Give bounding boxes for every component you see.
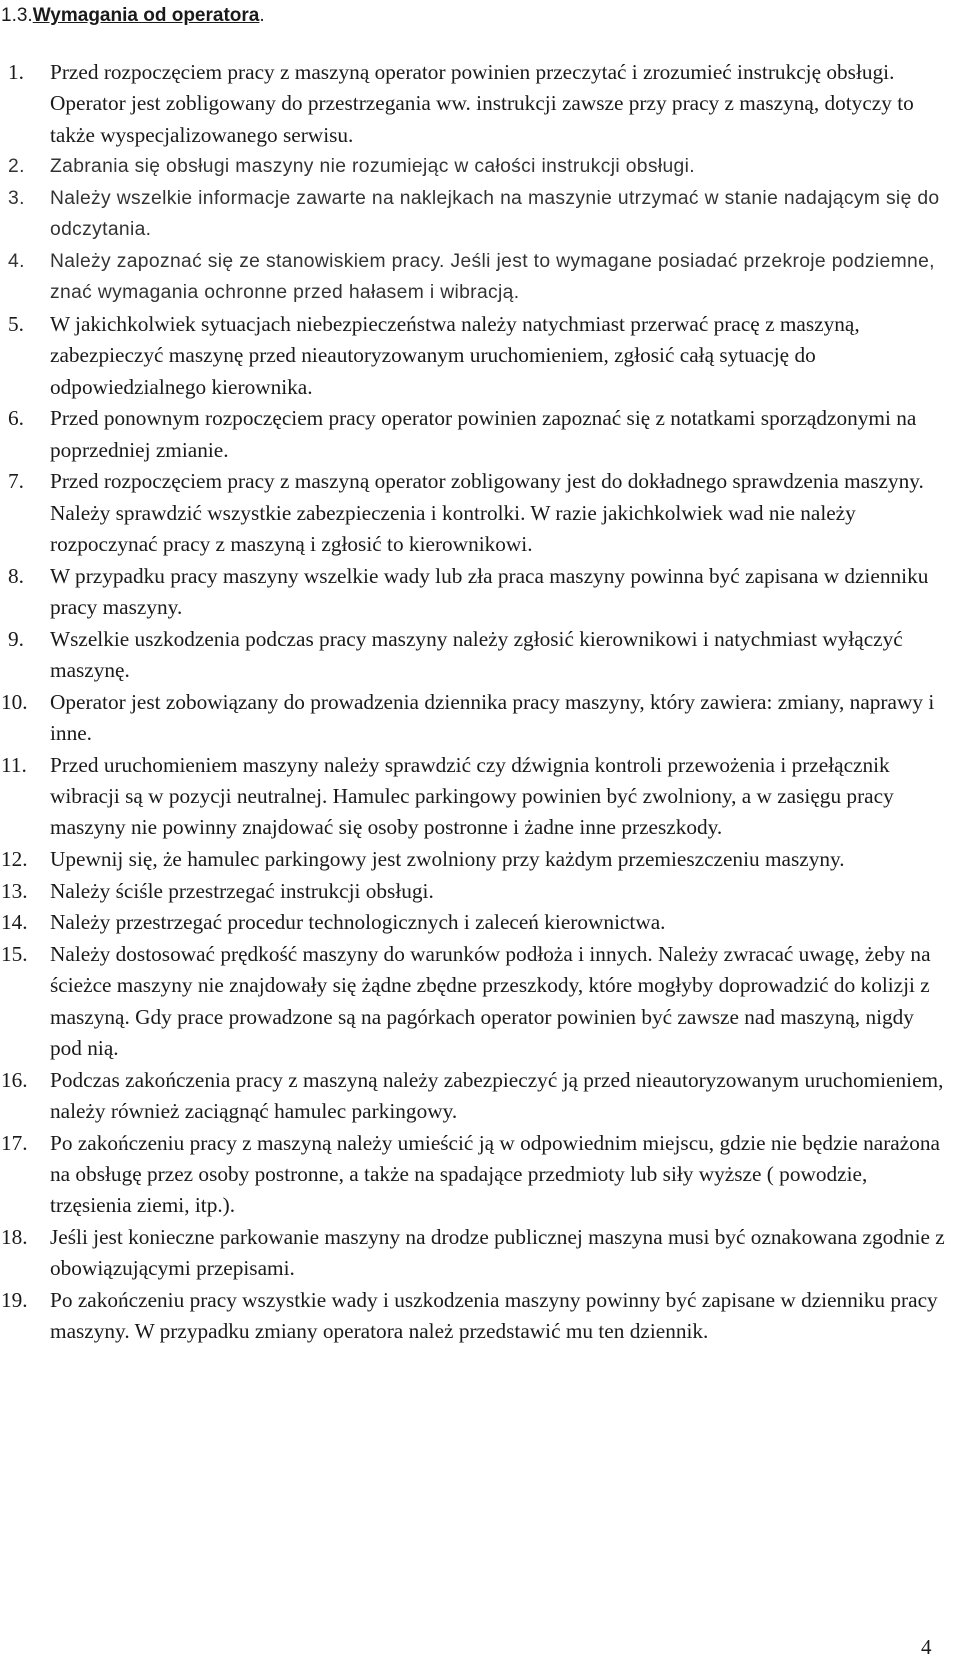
item-number: 18. bbox=[1, 1224, 28, 1249]
section-heading bbox=[1, 4, 265, 28]
section-title: Wymagania od operatora bbox=[32, 5, 260, 26]
list-item bbox=[0, 151, 945, 182]
list-item bbox=[0, 1285, 945, 1348]
page-number: 4 bbox=[921, 1635, 932, 1659]
item-text: Należy wszelkie informacje zawarte na naklejkach na maszynie utrzymać w stanie nadającym się do odczytania. bbox=[50, 188, 940, 241]
list-item bbox=[0, 907, 945, 938]
list-item bbox=[0, 246, 945, 309]
item-number: 6. bbox=[8, 406, 24, 431]
item-text: Po zakończeniu pracy z maszyną należy umieścić ją w odpowiednim miejscu, gdzie nie będzie narażona na obsługę przez osoby postronne, a także na spadające przedmioty lub siły wyższe ( powodzie, trzęsienia ziemi, itp.). bbox=[50, 1130, 940, 1217]
item-text: Należy przestrzegać procedur technologicznych i zaleceń kierownictwa. bbox=[50, 910, 666, 935]
item-number: 1. bbox=[8, 60, 24, 84]
list-item bbox=[0, 183, 945, 246]
list-item bbox=[0, 939, 945, 1064]
list-item bbox=[0, 876, 945, 907]
list-item bbox=[0, 750, 945, 844]
item-number: 10. bbox=[1, 689, 28, 714]
item-text: W przypadku pracy maszyny wszelkie wady lub zła praca maszyny powinna być zapisana w dzienniku pracy maszyny. bbox=[50, 563, 929, 619]
list-item bbox=[0, 466, 945, 560]
list-item bbox=[0, 1128, 945, 1222]
list-item bbox=[0, 1222, 945, 1285]
item-number: 15. bbox=[1, 942, 28, 966]
item-text: Po zakończeniu pracy wszystkie wady i uszkodzenia maszyny powinny być zapisane w dzienniku pracy maszyny. W przypadku zmiany operatora należ przedstawić mu ten dziennik. bbox=[50, 1287, 938, 1343]
list-item bbox=[0, 309, 945, 403]
section-title-suffix: . bbox=[259, 5, 265, 26]
item-text: Przed rozpoczęciem pracy z maszyną operator powinien przeczytać i zrozumieć instrukcję obsługi. Operator jest zobligowany do przestrzegania ww. instrukcji zawsze przy pracy z maszyną, dotyczy to także wyspecjalizowanego serwisu. bbox=[50, 60, 914, 147]
item-text: Należy ściśle przestrzegać instrukcji obsługi. bbox=[50, 878, 434, 903]
item-number: 4. bbox=[8, 251, 25, 272]
item-number: 19. bbox=[1, 1287, 28, 1312]
list-item bbox=[0, 561, 945, 624]
item-text: Jeśli jest konieczne parkowanie maszyny na drodze publicznej maszyna musi być oznakowana zgodnie z obowiązującymi przepisami. bbox=[50, 1224, 945, 1280]
item-text: Zabrania się obsługi maszyny nie rozumiejąc w całości instrukcji obsługi. bbox=[50, 156, 695, 178]
item-text: Przed rozpoczęciem pracy z maszyną operator zobligowany jest do dokładnego sprawdzenia maszyny. Należy sprawdzić wszystkie zabezpieczenia i kontrolki. W razie jakichkolwiek wad nie należy rozpoczynać pracy z maszyną i zgłosić to kierownikowi. bbox=[50, 469, 924, 556]
item-text: Należy dostosować prędkość maszyny do warunków podłoża i innych. Należy zwracać uwagę, żeby na ścieżce maszyny nie znajdowały się żądne zbędne przeszkody, które mogłyby doprowadzić do kolizji z maszyną. Gdy prace prowadzone są na pagórkach operator powinien być zawsze nad maszyną, nigdy pod nią. bbox=[50, 942, 931, 1060]
list-item bbox=[0, 624, 945, 687]
item-number: 14. bbox=[1, 910, 28, 935]
item-number: 13. bbox=[1, 878, 28, 903]
item-text: Przed ponownym rozpoczęciem pracy operator powinien zapoznać się z notatkami sporządzonymi na poprzedniej zmianie. bbox=[50, 406, 917, 462]
list-item bbox=[0, 57, 945, 151]
item-number: 8. bbox=[8, 563, 24, 588]
item-text: Przed uruchomieniem maszyny należy sprawdzić czy dźwignia kontroli przewożenia i przełącznik wibracji są w pozycji neutralnej. Hamulec parkingowy powinien być zwolniony, a w zasięgu pracy maszyny nie powinny znajdować się osoby postronne i żadne inne przeszkody. bbox=[50, 752, 894, 839]
item-number: 11. bbox=[1, 752, 27, 777]
item-number: 16. bbox=[1, 1067, 28, 1092]
item-number: 12. bbox=[1, 846, 28, 871]
list-item bbox=[0, 687, 945, 750]
item-number: 7. bbox=[8, 469, 24, 494]
list-item bbox=[0, 1065, 945, 1128]
item-number: 9. bbox=[8, 626, 24, 651]
item-number: 3. bbox=[8, 188, 25, 209]
item-text: Upewnij się, że hamulec parkingowy jest zwolniony przy każdym przemieszczeniu maszyny. bbox=[50, 846, 845, 871]
requirements-list bbox=[0, 57, 945, 1348]
item-text: Należy zapoznać się ze stanowiskiem pracy. Jeśli jest to wymagane posiadać przekroje podziemne, znać wymagania ochronne przed hałasem i wibracją. bbox=[50, 251, 935, 304]
item-text: W jakichkolwiek sytuacjach niebezpieczeństwa należy natychmiast przerwać pracę z maszyną, zabezpieczyć maszynę przed nieautoryzowanym uruchomieniem, zgłosić całą sytuację do odpowiedzialnego kierownika. bbox=[50, 312, 860, 399]
item-text: Operator jest zobowiązany do prowadzenia dziennika pracy maszyny, który zawiera: zmiany, naprawy i inne. bbox=[50, 689, 935, 745]
list-item bbox=[0, 844, 945, 875]
section-number: 1.3. bbox=[1, 5, 33, 26]
item-number: 5. bbox=[8, 312, 24, 336]
item-text: Podczas zakończenia pracy z maszyną należy zabezpieczyć ją przed nieautoryzowanym uruchomieniem, należy również zaciągnąć hamulec parkingowy. bbox=[50, 1067, 944, 1123]
item-number: 17. bbox=[1, 1130, 28, 1155]
item-text: Wszelkie uszkodzenia podczas pracy maszyny należy zgłosić kierownikowi i natychmiast wyłączyć maszynę. bbox=[50, 626, 903, 682]
item-number: 2. bbox=[8, 156, 25, 178]
list-item bbox=[0, 403, 945, 466]
